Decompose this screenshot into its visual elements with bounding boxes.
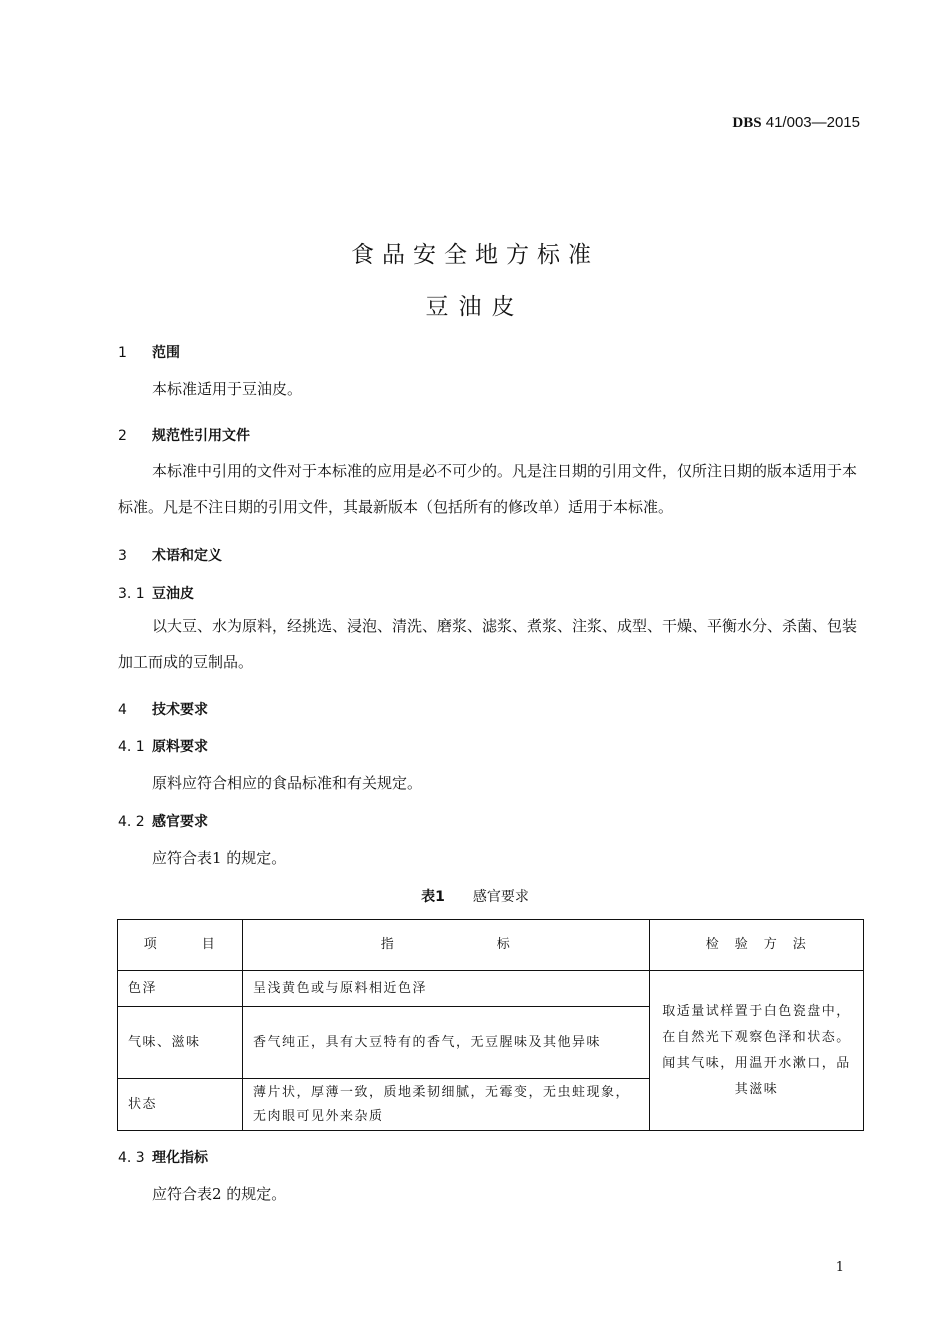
- table-1-title: 感官要求: [472, 889, 529, 905]
- document-title: 豆油皮: [425, 294, 525, 320]
- header-item: 项 目: [118, 920, 243, 971]
- inspection-method: 取适量试样置于白色瓷盘中，在自然光下观察色泽和状态。闻其气味，用温开水漱口，品其滋味: [650, 971, 864, 1131]
- header-index: 指 标: [243, 920, 650, 971]
- page-number: 1: [835, 1260, 844, 1275]
- sensory-requirements-table: [117, 919, 864, 1131]
- section-1-heading: 1 范围: [118, 345, 180, 361]
- row-index: 呈浅黄色或与原料相近色泽: [243, 971, 650, 1007]
- row-item: 气味、滋味: [118, 1007, 243, 1079]
- section-4-heading: 4 技术要求: [118, 702, 208, 718]
- section-4-1-heading: 4. 1 原料要求: [118, 739, 208, 755]
- row-item: 状态: [118, 1079, 243, 1131]
- section-4-3-text: 应符合表2 的规定。: [152, 1185, 287, 1203]
- standard-code-prefix: DBS: [732, 115, 762, 131]
- table-row: [118, 971, 864, 1007]
- section-4-2-heading: 4. 2 感官要求: [118, 814, 208, 830]
- document-category-title: 食品安全地方标准: [351, 242, 599, 268]
- row-index: 薄片状，厚薄一致，质地柔韧细腻，无霉变，无虫蛀现象，无肉眼可见外来杂质: [243, 1079, 650, 1131]
- table-1-label: 表1: [421, 889, 445, 905]
- section-2-text: 本标准中引用的文件对于本标准的应用是必不可少的。凡是注日期的引用文件，仅所注日期的版本适用于本标准。凡是不注日期的引用文件，其最新版本（包括所有的修改单）适用于本标准。: [118, 462, 858, 516]
- header-method: 检 验 方 法: [650, 920, 864, 971]
- section-3-1-text: 以大豆、水为原料，经挑选、浸泡、清洗、磨浆、滤浆、煮浆、注浆、成型、干燥、平衡水分、杀菌、包装加工而成的豆制品。: [118, 617, 858, 671]
- section-4-1-text: 原料应符合相应的食品标准和有关规定。: [152, 774, 423, 792]
- section-3-1-heading: 3. 1 豆油皮: [118, 586, 194, 602]
- row-item: 色泽: [118, 971, 243, 1007]
- section-2-heading: 2 规范性引用文件: [118, 428, 250, 444]
- section-4-2-text: 应符合表1 的规定。: [152, 849, 287, 867]
- section-3-heading: 3 术语和定义: [118, 548, 222, 564]
- table-1-caption: [0, 886, 950, 906]
- section-1-text: 本标准适用于豆油皮。: [152, 380, 303, 398]
- standard-code-number: 41/003—2015: [761, 114, 860, 131]
- section-4-3-heading: 4. 3 理化指标: [118, 1150, 208, 1166]
- table-header-row: [118, 920, 864, 971]
- row-index: 香气纯正，具有大豆特有的香气，无豆腥味及其他异味: [243, 1007, 650, 1079]
- standard-code: [732, 114, 860, 132]
